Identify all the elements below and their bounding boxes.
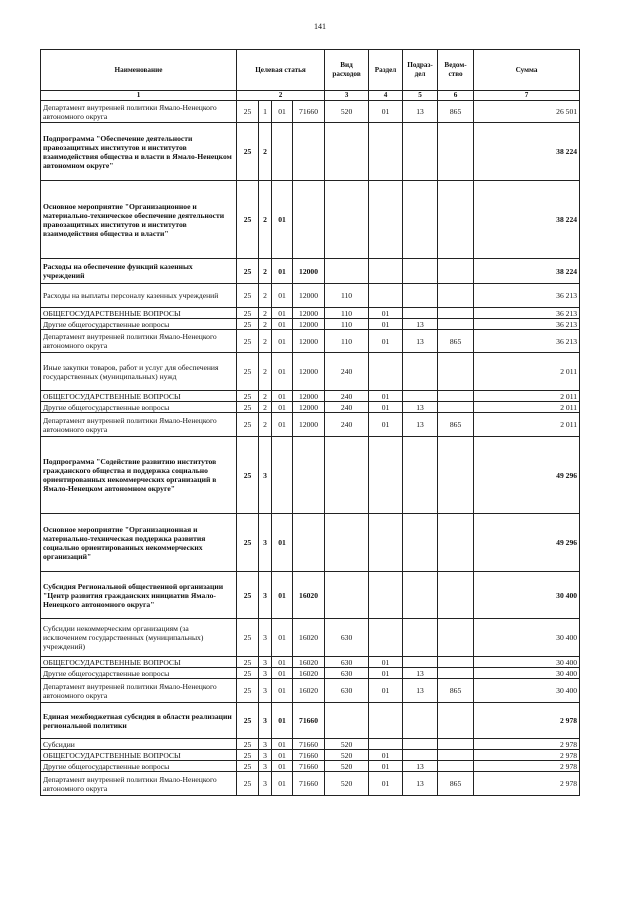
cell-name: Подпрограмма "Содействие развитию институтов гражданского общества и поддержка социально ориентированных некоммерческих организаций в Ямало-Ненецком автономном округе" <box>41 437 237 514</box>
cell-name: ОБЩЕГОСУДАРСТВЕННЫЕ ВОПРОСЫ <box>41 391 237 402</box>
col-number: 4 <box>369 91 403 101</box>
cell-amount: 2 011 <box>474 402 580 413</box>
cell-amount: 38 224 <box>474 259 580 284</box>
cell-dept <box>438 657 474 668</box>
cell-direction: 71660 <box>293 772 325 796</box>
table-row <box>41 319 580 330</box>
page-number: 141 <box>314 22 326 31</box>
cell-event: 01 <box>272 391 293 402</box>
cell-exp-type: 110 <box>325 319 369 330</box>
cell-direction: 12000 <box>293 319 325 330</box>
cell-dept <box>438 739 474 750</box>
cell-section <box>369 259 403 284</box>
cell-subsection <box>403 750 438 761</box>
table-row <box>41 353 580 391</box>
cell-dept <box>438 308 474 319</box>
cell-amount: 2 011 <box>474 391 580 402</box>
column-number-row <box>41 91 580 101</box>
cell-amount: 2 978 <box>474 703 580 739</box>
table-row <box>41 668 580 679</box>
cell-subprogram: 2 <box>259 319 272 330</box>
cell-subsection: 13 <box>403 668 438 679</box>
table-row <box>41 402 580 413</box>
cell-direction: 12000 <box>293 413 325 437</box>
cell-event: 01 <box>272 572 293 619</box>
table-row <box>41 284 580 308</box>
cell-direction: 12000 <box>293 308 325 319</box>
table-row <box>41 739 580 750</box>
cell-direction <box>293 123 325 181</box>
cell-section: 01 <box>369 657 403 668</box>
table-row <box>41 514 580 572</box>
cell-amount: 36 213 <box>474 308 580 319</box>
table-row <box>41 123 580 181</box>
cell-name: ОБЩЕГОСУДАРСТВЕННЫЕ ВОПРОСЫ <box>41 657 237 668</box>
cell-event: 01 <box>272 308 293 319</box>
cell-subprogram: 3 <box>259 679 272 703</box>
cell-section: 01 <box>369 391 403 402</box>
cell-amount: 36 213 <box>474 284 580 308</box>
cell-direction <box>293 437 325 514</box>
cell-amount: 36 213 <box>474 319 580 330</box>
header-subsection: Подраз-дел <box>403 50 438 91</box>
cell-subsection: 13 <box>403 319 438 330</box>
cell-direction: 71660 <box>293 761 325 772</box>
cell-program: 25 <box>237 703 259 739</box>
table-row <box>41 761 580 772</box>
cell-subprogram: 3 <box>259 739 272 750</box>
cell-event: 01 <box>272 514 293 572</box>
cell-program: 25 <box>237 413 259 437</box>
table-header <box>41 50 580 101</box>
cell-direction: 16020 <box>293 619 325 657</box>
cell-section: 01 <box>369 308 403 319</box>
cell-program: 25 <box>237 308 259 319</box>
cell-event: 01 <box>272 353 293 391</box>
cell-program: 25 <box>237 330 259 353</box>
cell-name: ОБЩЕГОСУДАРСТВЕННЫЕ ВОПРОСЫ <box>41 308 237 319</box>
header-amount: Сумма <box>474 50 580 91</box>
header-target: Целевая статья <box>237 50 325 91</box>
table-row <box>41 437 580 514</box>
cell-program: 25 <box>237 123 259 181</box>
cell-name: Департамент внутренней политики Ямало-Ненецкого автономного округа <box>41 413 237 437</box>
cell-amount: 30 400 <box>474 679 580 703</box>
table-row <box>41 679 580 703</box>
col-number: 5 <box>403 91 438 101</box>
cell-section: 01 <box>369 402 403 413</box>
cell-subprogram: 2 <box>259 284 272 308</box>
cell-exp-type <box>325 703 369 739</box>
cell-subsection <box>403 308 438 319</box>
cell-dept <box>438 572 474 619</box>
col-number: 2 <box>237 91 325 101</box>
cell-name: Департамент внутренней политики Ямало-Ненецкого автономного округа <box>41 101 237 123</box>
cell-event: 01 <box>272 772 293 796</box>
cell-amount: 2 978 <box>474 761 580 772</box>
cell-event: 01 <box>272 703 293 739</box>
cell-name: Другие общегосударственные вопросы <box>41 319 237 330</box>
cell-direction: 12000 <box>293 284 325 308</box>
cell-section <box>369 619 403 657</box>
cell-exp-type <box>325 572 369 619</box>
cell-exp-type <box>325 123 369 181</box>
cell-subsection <box>403 123 438 181</box>
cell-event: 01 <box>272 739 293 750</box>
cell-subsection <box>403 353 438 391</box>
table-row <box>41 391 580 402</box>
cell-amount: 30 400 <box>474 668 580 679</box>
cell-program: 25 <box>237 657 259 668</box>
cell-name: Другие общегосударственные вопросы <box>41 668 237 679</box>
cell-direction: 12000 <box>293 330 325 353</box>
cell-program: 25 <box>237 402 259 413</box>
table-row <box>41 181 580 259</box>
cell-exp-type: 240 <box>325 391 369 402</box>
cell-subprogram: 3 <box>259 703 272 739</box>
cell-event: 01 <box>272 619 293 657</box>
cell-subprogram: 3 <box>259 619 272 657</box>
col-number: 3 <box>325 91 369 101</box>
cell-program: 25 <box>237 391 259 402</box>
cell-event: 01 <box>272 679 293 703</box>
cell-program: 25 <box>237 353 259 391</box>
table-row <box>41 101 580 123</box>
cell-subprogram: 2 <box>259 413 272 437</box>
cell-event: 01 <box>272 330 293 353</box>
cell-exp-type: 520 <box>325 101 369 123</box>
cell-subprogram: 3 <box>259 514 272 572</box>
cell-dept <box>438 514 474 572</box>
cell-dept <box>438 259 474 284</box>
cell-subsection <box>403 657 438 668</box>
cell-name: Основное мероприятие "Организационное и материально-техническое обеспечение деятельности правозащитных институтов и институтов взаимодействия общества и власти" <box>41 181 237 259</box>
cell-direction: 16020 <box>293 668 325 679</box>
table-row <box>41 413 580 437</box>
cell-event: 01 <box>272 319 293 330</box>
cell-program: 25 <box>237 619 259 657</box>
cell-program: 25 <box>237 750 259 761</box>
cell-amount: 2 978 <box>474 739 580 750</box>
cell-event: 01 <box>272 101 293 123</box>
cell-subprogram: 2 <box>259 308 272 319</box>
cell-dept <box>438 750 474 761</box>
cell-subprogram: 3 <box>259 750 272 761</box>
cell-subprogram: 2 <box>259 353 272 391</box>
cell-name: Единая межбюджетная субсидия в области реализации региональной политики <box>41 703 237 739</box>
cell-exp-type <box>325 181 369 259</box>
cell-section: 01 <box>369 668 403 679</box>
cell-exp-type: 240 <box>325 353 369 391</box>
cell-section: 01 <box>369 679 403 703</box>
cell-event <box>272 123 293 181</box>
cell-dept <box>438 619 474 657</box>
cell-amount: 26 501 <box>474 101 580 123</box>
cell-program: 25 <box>237 514 259 572</box>
cell-subprogram: 3 <box>259 668 272 679</box>
budget-table <box>40 49 580 796</box>
table-row <box>41 572 580 619</box>
cell-dept <box>438 284 474 308</box>
cell-dept <box>438 181 474 259</box>
cell-amount: 30 400 <box>474 572 580 619</box>
cell-dept <box>438 353 474 391</box>
cell-subsection: 13 <box>403 772 438 796</box>
cell-event: 01 <box>272 413 293 437</box>
cell-dept <box>438 761 474 772</box>
cell-exp-type: 520 <box>325 772 369 796</box>
cell-section: 01 <box>369 413 403 437</box>
cell-subsection <box>403 181 438 259</box>
cell-exp-type: 520 <box>325 761 369 772</box>
cell-exp-type: 110 <box>325 330 369 353</box>
table-row <box>41 330 580 353</box>
cell-name: ОБЩЕГОСУДАРСТВЕННЫЕ ВОПРОСЫ <box>41 750 237 761</box>
table-row <box>41 657 580 668</box>
cell-dept: 865 <box>438 330 474 353</box>
cell-exp-type: 630 <box>325 657 369 668</box>
cell-subsection: 13 <box>403 101 438 123</box>
cell-amount: 2 011 <box>474 353 580 391</box>
cell-exp-type <box>325 259 369 284</box>
cell-subsection <box>403 437 438 514</box>
cell-subsection: 13 <box>403 413 438 437</box>
cell-subsection <box>403 259 438 284</box>
cell-section <box>369 739 403 750</box>
cell-subsection <box>403 514 438 572</box>
cell-program: 25 <box>237 772 259 796</box>
cell-name: Расходы на обеспечение функций казенных учреждений <box>41 259 237 284</box>
table-row <box>41 308 580 319</box>
cell-event: 01 <box>272 668 293 679</box>
cell-amount: 36 213 <box>474 330 580 353</box>
header-section: Раздел <box>369 50 403 91</box>
cell-amount: 49 296 <box>474 514 580 572</box>
cell-exp-type: 110 <box>325 284 369 308</box>
cell-direction <box>293 181 325 259</box>
cell-name: Субсидия Региональной общественной организации "Центр развития гражданских инициатив Ямало-Ненецкого автономного округа" <box>41 572 237 619</box>
cell-subsection: 13 <box>403 330 438 353</box>
header-exp-type: Вид расходов <box>325 50 369 91</box>
cell-dept: 865 <box>438 679 474 703</box>
cell-section: 01 <box>369 319 403 330</box>
cell-subprogram: 2 <box>259 391 272 402</box>
cell-amount: 30 400 <box>474 619 580 657</box>
cell-direction: 12000 <box>293 353 325 391</box>
col-number: 1 <box>41 91 237 101</box>
cell-name: Другие общегосударственные вопросы <box>41 761 237 772</box>
cell-subprogram: 1 <box>259 101 272 123</box>
cell-dept <box>438 319 474 330</box>
cell-program: 25 <box>237 679 259 703</box>
cell-subsection <box>403 284 438 308</box>
cell-dept <box>438 402 474 413</box>
table-row <box>41 703 580 739</box>
header-dept: Ведом-ство <box>438 50 474 91</box>
cell-section: 01 <box>369 750 403 761</box>
cell-section <box>369 703 403 739</box>
cell-subsection <box>403 572 438 619</box>
cell-name: Подпрограмма "Обеспечение деятельности правозащитных институтов и институтов взаимодействия общества и власти в Ямало-Ненецком автономном округе" <box>41 123 237 181</box>
cell-subsection: 13 <box>403 761 438 772</box>
cell-direction: 71660 <box>293 101 325 123</box>
cell-amount: 38 224 <box>474 181 580 259</box>
cell-amount: 2 978 <box>474 750 580 761</box>
cell-direction: 16020 <box>293 657 325 668</box>
cell-program: 25 <box>237 284 259 308</box>
cell-subsection <box>403 703 438 739</box>
cell-direction: 16020 <box>293 572 325 619</box>
cell-name: Основное мероприятие "Организационная и материально-техническая поддержка развития социально ориентированных некоммерческих организаций" <box>41 514 237 572</box>
cell-amount: 49 296 <box>474 437 580 514</box>
cell-dept: 865 <box>438 413 474 437</box>
cell-subprogram: 2 <box>259 402 272 413</box>
cell-dept <box>438 123 474 181</box>
col-number: 6 <box>438 91 474 101</box>
cell-event: 01 <box>272 402 293 413</box>
table-body <box>41 101 580 796</box>
cell-amount: 38 224 <box>474 123 580 181</box>
cell-section: 01 <box>369 101 403 123</box>
cell-direction: 12000 <box>293 391 325 402</box>
cell-subprogram: 2 <box>259 330 272 353</box>
cell-exp-type: 630 <box>325 619 369 657</box>
cell-subprogram: 3 <box>259 657 272 668</box>
cell-dept <box>438 703 474 739</box>
cell-name: Другие общегосударственные вопросы <box>41 402 237 413</box>
cell-subprogram: 3 <box>259 772 272 796</box>
table-row <box>41 750 580 761</box>
cell-name: Департамент внутренней политики Ямало-Ненецкого автономного округа <box>41 772 237 796</box>
cell-subprogram: 3 <box>259 572 272 619</box>
table-row <box>41 772 580 796</box>
header-name: Наименование <box>41 50 237 91</box>
cell-section <box>369 353 403 391</box>
cell-section <box>369 437 403 514</box>
cell-section: 01 <box>369 772 403 796</box>
cell-section <box>369 123 403 181</box>
cell-program: 25 <box>237 259 259 284</box>
cell-direction: 71660 <box>293 703 325 739</box>
cell-section: 01 <box>369 330 403 353</box>
cell-subsection <box>403 619 438 657</box>
cell-dept: 865 <box>438 772 474 796</box>
cell-subprogram: 2 <box>259 181 272 259</box>
cell-dept <box>438 437 474 514</box>
cell-dept <box>438 668 474 679</box>
cell-program: 25 <box>237 761 259 772</box>
cell-exp-type: 520 <box>325 739 369 750</box>
cell-direction <box>293 514 325 572</box>
cell-name: Департамент внутренней политики Ямало-Ненецкого автономного округа <box>41 679 237 703</box>
cell-exp-type: 520 <box>325 750 369 761</box>
cell-amount: 30 400 <box>474 657 580 668</box>
cell-subprogram: 2 <box>259 123 272 181</box>
col-number: 7 <box>474 91 580 101</box>
cell-direction: 71660 <box>293 750 325 761</box>
cell-exp-type <box>325 437 369 514</box>
cell-program: 25 <box>237 668 259 679</box>
cell-direction: 71660 <box>293 739 325 750</box>
cell-exp-type: 630 <box>325 668 369 679</box>
cell-event: 01 <box>272 750 293 761</box>
cell-event: 01 <box>272 657 293 668</box>
cell-event: 01 <box>272 259 293 284</box>
cell-event: 01 <box>272 761 293 772</box>
cell-direction: 16020 <box>293 679 325 703</box>
cell-section <box>369 181 403 259</box>
cell-name: Иные закупки товаров, работ и услуг для обеспечения государственных (муниципальных) нужд <box>41 353 237 391</box>
cell-program: 25 <box>237 739 259 750</box>
cell-exp-type: 240 <box>325 413 369 437</box>
cell-exp-type <box>325 514 369 572</box>
cell-program: 25 <box>237 572 259 619</box>
cell-program: 25 <box>237 319 259 330</box>
cell-program: 25 <box>237 437 259 514</box>
cell-section <box>369 572 403 619</box>
cell-amount: 2 978 <box>474 772 580 796</box>
cell-subsection: 13 <box>403 402 438 413</box>
cell-event: 01 <box>272 181 293 259</box>
cell-dept: 865 <box>438 101 474 123</box>
cell-direction: 12000 <box>293 259 325 284</box>
table-row <box>41 619 580 657</box>
cell-amount: 2 011 <box>474 413 580 437</box>
cell-subsection <box>403 739 438 750</box>
cell-name: Субсидии некоммерческим организациям (за исключением государственных (муниципальных) учреждений) <box>41 619 237 657</box>
cell-name: Расходы на выплаты персоналу казенных учреждений <box>41 284 237 308</box>
cell-section: 01 <box>369 761 403 772</box>
cell-exp-type: 240 <box>325 402 369 413</box>
table-row <box>41 259 580 284</box>
cell-subprogram: 3 <box>259 437 272 514</box>
cell-program: 25 <box>237 101 259 123</box>
cell-name: Субсидии <box>41 739 237 750</box>
cell-subsection <box>403 391 438 402</box>
cell-section <box>369 514 403 572</box>
cell-exp-type: 110 <box>325 308 369 319</box>
cell-event: 01 <box>272 284 293 308</box>
cell-name: Департамент внутренней политики Ямало-Ненецкого автономного округа <box>41 330 237 353</box>
cell-subsection: 13 <box>403 679 438 703</box>
cell-subprogram: 2 <box>259 259 272 284</box>
cell-program: 25 <box>237 181 259 259</box>
cell-dept <box>438 391 474 402</box>
cell-direction: 12000 <box>293 402 325 413</box>
cell-exp-type: 630 <box>325 679 369 703</box>
cell-subprogram: 3 <box>259 761 272 772</box>
cell-section <box>369 284 403 308</box>
cell-event <box>272 437 293 514</box>
